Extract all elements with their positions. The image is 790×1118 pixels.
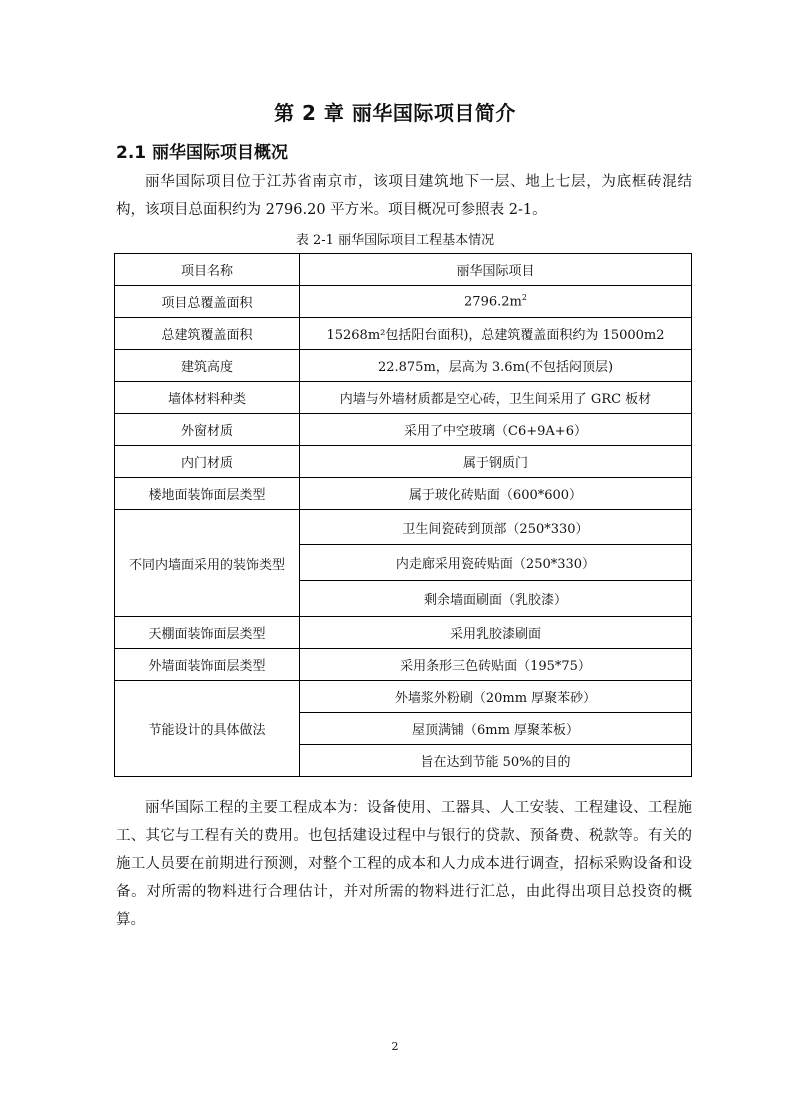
table-row bbox=[115, 286, 692, 318]
table-header-label: 项目名称 bbox=[115, 254, 300, 286]
row-value: 22.875m，层高为 3.6m(不包括闷顶层) bbox=[300, 350, 692, 382]
row-label: 建筑高度 bbox=[115, 350, 300, 382]
row-label: 总建筑覆盖面积 bbox=[115, 318, 300, 350]
row-label: 天棚面装饰面层类型 bbox=[115, 617, 300, 649]
table-row bbox=[115, 254, 692, 286]
group-label-wall: 不同内墙面采用的装饰类型 bbox=[115, 510, 300, 617]
table-row bbox=[115, 318, 692, 350]
row-label: 楼地面装饰面层类型 bbox=[115, 478, 300, 510]
table-row bbox=[115, 510, 692, 545]
row-value: 剩余墙面刷面（乳胶漆） bbox=[300, 581, 692, 617]
row-value: 采用乳胶漆刷面 bbox=[300, 617, 692, 649]
table-row bbox=[115, 350, 692, 382]
row-value: 内走廊采用瓷砖贴面（250*330） bbox=[300, 545, 692, 581]
row-value: 15268m²包括阳台面积)，总建筑覆盖面积约为 15000m2 bbox=[300, 318, 692, 350]
row-value: 屋顶满铺（6mm 厚聚苯板） bbox=[300, 713, 692, 745]
row-label: 外窗材质 bbox=[115, 414, 300, 446]
table-row bbox=[115, 681, 692, 713]
row-label: 墙体材料种类 bbox=[115, 382, 300, 414]
row-label: 外墙面装饰面层类型 bbox=[115, 649, 300, 681]
table-row bbox=[115, 617, 692, 649]
row-value: 采用了中空玻璃（C6+9A+6） bbox=[300, 414, 692, 446]
table-row bbox=[115, 478, 692, 510]
table-row bbox=[115, 382, 692, 414]
row-label: 内门材质 bbox=[115, 446, 300, 478]
row-value: $2796.2m^2$ bbox=[300, 286, 692, 318]
row-value: 属于钢质门 bbox=[300, 446, 692, 478]
project-info-table bbox=[114, 253, 692, 777]
table-caption: 表 2-1 丽华国际项目工程基本情况 bbox=[295, 233, 495, 248]
row-label: 项目总覆盖面积 bbox=[115, 286, 300, 318]
page-number: 2 bbox=[391, 1040, 399, 1053]
row-value: 采用条形三色砖贴面（195*75） bbox=[300, 649, 692, 681]
cost-paragraph: 丽华国际工程的主要工程成本为：设备使用、工器具、人工安装、工程建设、工程施工、其它与工程有关的费用。也包括建设过程中与银行的贷款、预备费、税款等。有关的施工人员要在前期进行预测，对整个工程的成本和人力成本进行调查，招标采购设备和设备。对所需的物料进行合理估计，并对所需的物料进行汇总，由此得出项目总投资的概算。 bbox=[116, 800, 692, 928]
intro-paragraph: 丽华国际项目位于江苏省南京市，该项目建筑地下一层、地上七层，为底框砖混结构，该项目总面积约为 2796.20 平方米。项目概况可参照表 2-1。 bbox=[116, 174, 692, 218]
row-value: 旨在达到节能 50%的目的 bbox=[300, 745, 692, 777]
table-row bbox=[115, 649, 692, 681]
table-header-value: 丽华国际项目 bbox=[300, 254, 692, 286]
row-value: 属于玻化砖贴面（600*600） bbox=[300, 478, 692, 510]
row-value: 外墙浆外粉刷（20mm 厚聚苯砂） bbox=[300, 681, 692, 713]
table-row bbox=[115, 414, 692, 446]
row-value: 内墙与外墙材质都是空心砖，卫生间采用了 GRC 板材 bbox=[300, 382, 692, 414]
table-row bbox=[115, 446, 692, 478]
row-value: 卫生间瓷砖到顶部（250*330） bbox=[300, 510, 692, 545]
section-title: 2.1 丽华国际项目概况 bbox=[116, 143, 289, 163]
chapter-title: 第 2 章 丽华国际项目简介 bbox=[274, 101, 516, 125]
group-label-energy: 节能设计的具体做法 bbox=[115, 681, 300, 777]
